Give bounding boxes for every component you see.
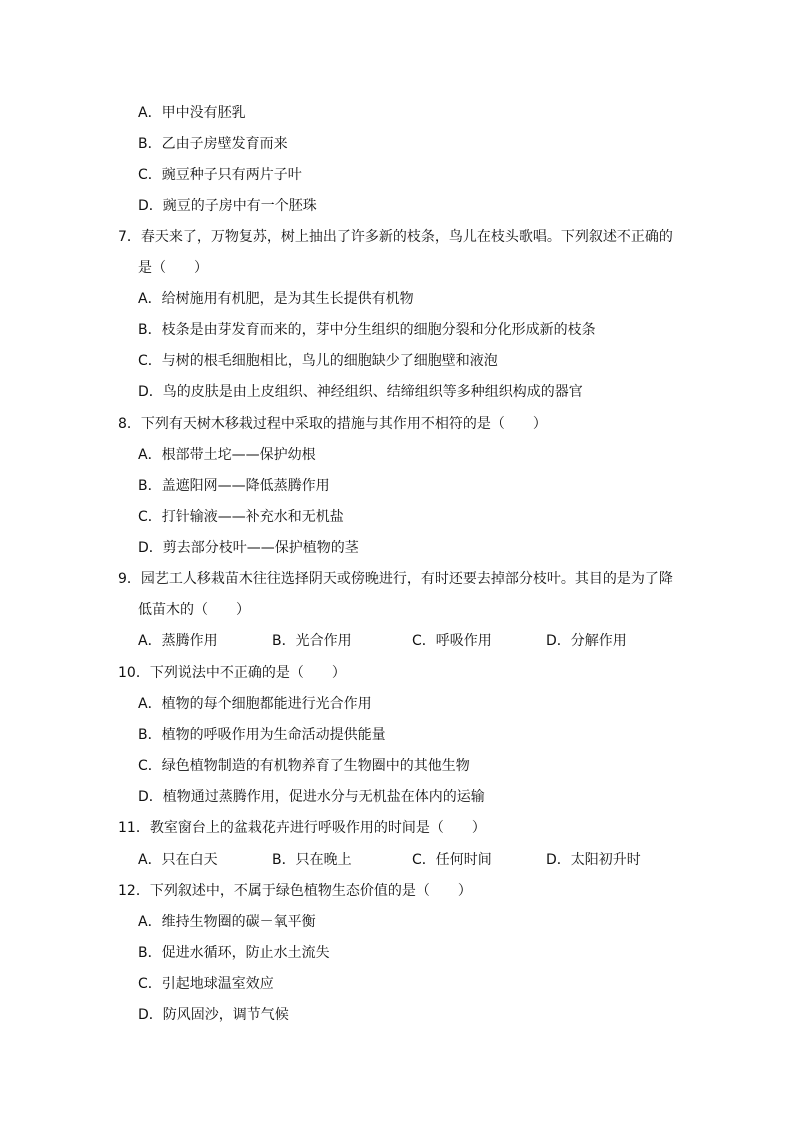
q12-stem: 12．下列叙述中，不属于绿色植物生态价值的是（ ） <box>118 883 472 899</box>
q7-option-d: D．鸟的皮肤是由上皮组织、神经组织、结缔组织等多种组织构成的器官 <box>138 384 583 400</box>
q10-option-b: B．植物的呼吸作用为生命活动提供能量 <box>138 727 386 743</box>
q12-option-a: A．维持生物圈的碳－氧平衡 <box>138 914 316 930</box>
q11-option-a: A．只在白天 <box>138 852 218 868</box>
q8-option-b: B．盖遮阳网——降低蒸腾作用 <box>138 478 330 494</box>
q9-option-b: B．光合作用 <box>272 633 352 649</box>
q9-stem-line2: 低苗木的（ ） <box>138 602 250 618</box>
q7-option-a: A．给树施用有机肥，是为其生长提供有机物 <box>138 291 414 307</box>
q7-stem-line2: 是（ ） <box>138 260 208 276</box>
q6-option-b: B．乙由子房壁发育而来 <box>138 136 288 152</box>
q7-option-c: C．与树的根毛细胞相比，鸟儿的细胞缺少了细胞壁和液泡 <box>138 353 498 369</box>
q10-option-c: C．绿色植物制造的有机物养育了生物圈中的其他生物 <box>138 758 470 774</box>
q11-stem: 11．教室窗台上的盆栽花卉进行呼吸作用的时间是（ ） <box>118 820 486 836</box>
q12-option-d: D．防风固沙，调节气候 <box>138 1007 289 1023</box>
q9-stem-line1: 9．园艺工人移栽苗木往往选择阴天或傍晚进行，有时还要去掉部分枝叶。其目的是为了降 <box>118 571 673 587</box>
q12-option-b: B．促进水循环，防止水土流失 <box>138 945 330 961</box>
q8-stem: 8．下列有天树木移栽过程中采取的措施与其作用不相符的是（ ） <box>118 416 547 432</box>
q8-option-d: D．剪去部分枝叶——保护植物的茎 <box>138 540 359 556</box>
q10-stem: 10．下列说法中不正确的是（ ） <box>118 665 346 681</box>
q11-option-c: C．任何时间 <box>412 852 492 868</box>
q6-option-c: C．豌豆种子只有两片子叶 <box>138 167 302 183</box>
q6-option-a: A．甲中没有胚乳 <box>138 105 246 121</box>
q9-option-d: D．分解作用 <box>546 633 627 649</box>
q10-option-a: A．植物的每个细胞都能进行光合作用 <box>138 696 372 712</box>
q10-option-d: D．植物通过蒸腾作用，促进水分与无机盐在体内的运输 <box>138 789 485 805</box>
q7-stem-line1: 7．春天来了，万物复苏，树上抽出了许多新的枝条，鸟儿在枝头歌唱。下列叙述不正确的 <box>118 229 673 245</box>
q11-option-d: D．太阳初升时 <box>546 852 641 868</box>
q8-option-c: C．打针输液——补充水和无机盐 <box>138 509 344 525</box>
q6-option-d: D．豌豆的子房中有一个胚珠 <box>138 198 317 214</box>
q9-option-c: C．呼吸作用 <box>412 633 492 649</box>
q9-option-a: A．蒸腾作用 <box>138 633 218 649</box>
q7-option-b: B．枝条是由芽发育而来的，芽中分生组织的细胞分裂和分化形成新的枝条 <box>138 322 596 338</box>
q8-option-a: A．根部带土坨——保护幼根 <box>138 447 316 463</box>
q11-option-b: B．只在晚上 <box>272 852 352 868</box>
q12-option-c: C．引起地球温室效应 <box>138 976 274 992</box>
